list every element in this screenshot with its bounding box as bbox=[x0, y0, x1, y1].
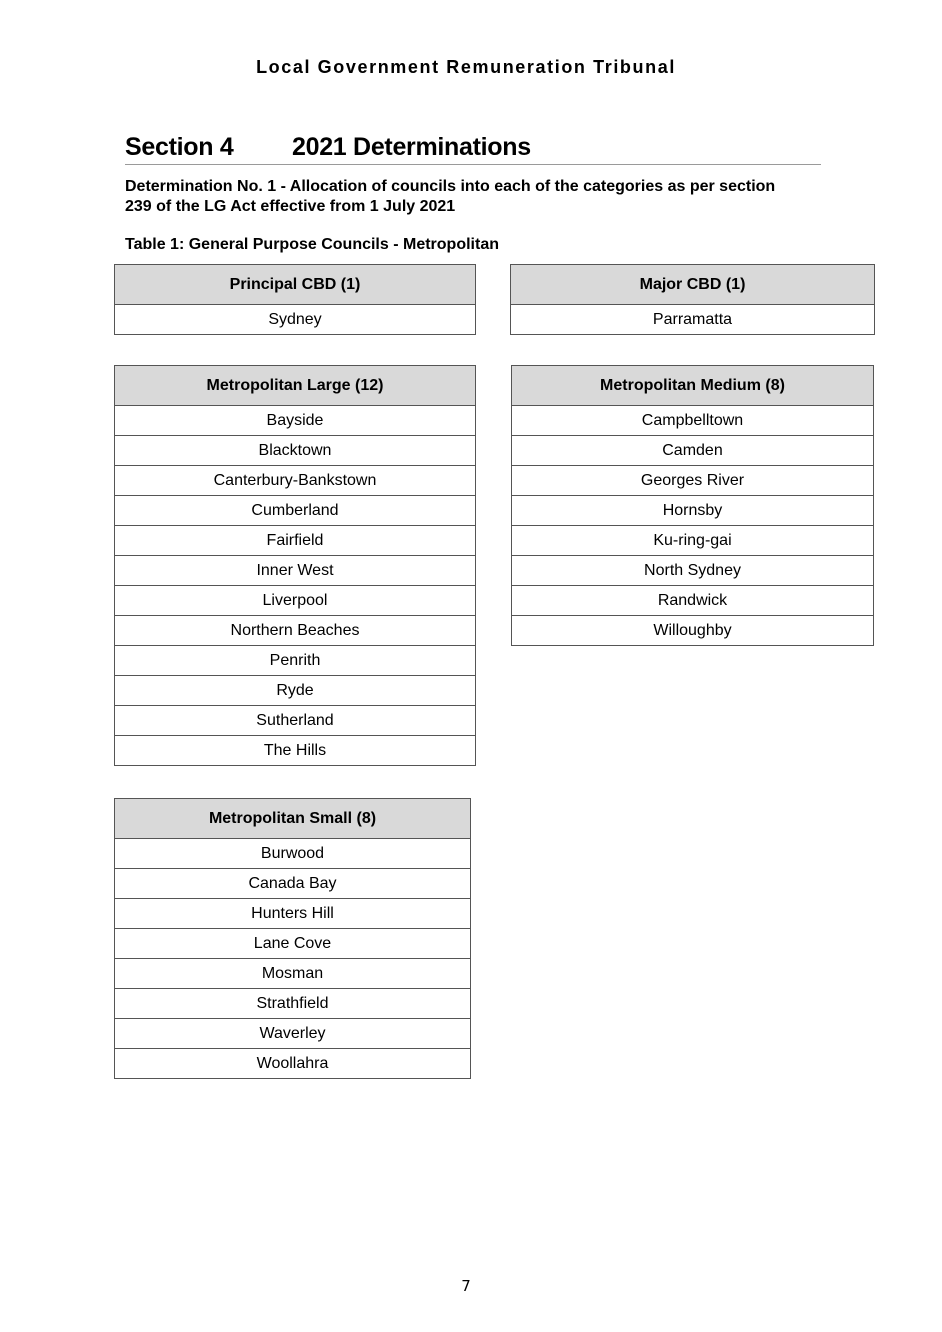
table-heading: Principal CBD (1) bbox=[115, 265, 476, 305]
page-number: 7 bbox=[461, 1277, 471, 1295]
table-row bbox=[512, 556, 874, 586]
table-row bbox=[115, 586, 476, 616]
table-row bbox=[115, 959, 471, 989]
metropolitan-medium-table bbox=[511, 365, 874, 646]
council-name: Cumberland bbox=[115, 496, 476, 526]
council-name: Hunters Hill bbox=[115, 899, 471, 929]
table-row bbox=[115, 899, 471, 929]
council-name: Waverley bbox=[115, 1019, 471, 1049]
council-name: Canterbury-Bankstown bbox=[115, 466, 476, 496]
council-name: Georges River bbox=[512, 466, 874, 496]
council-name: Parramatta bbox=[511, 305, 875, 335]
table-row bbox=[512, 496, 874, 526]
table-row bbox=[115, 436, 476, 466]
council-name: Ryde bbox=[115, 676, 476, 706]
council-name: Lane Cove bbox=[115, 929, 471, 959]
table-row bbox=[115, 526, 476, 556]
council-name: Hornsby bbox=[512, 496, 874, 526]
council-name: Ku-ring-gai bbox=[512, 526, 874, 556]
council-name: Inner West bbox=[115, 556, 476, 586]
section-heading bbox=[125, 133, 821, 165]
table-row bbox=[115, 305, 476, 335]
council-name: Northern Beaches bbox=[115, 616, 476, 646]
table-row bbox=[115, 496, 476, 526]
council-name: Strathfield bbox=[115, 989, 471, 1019]
council-name: Bayside bbox=[115, 406, 476, 436]
table-row bbox=[115, 466, 476, 496]
council-name: Randwick bbox=[512, 586, 874, 616]
council-name: Liverpool bbox=[115, 586, 476, 616]
table-heading: Major CBD (1) bbox=[511, 265, 875, 305]
table-heading: Metropolitan Small (8) bbox=[115, 799, 471, 839]
table-caption: Table 1: General Purpose Councils - Metropolitan bbox=[125, 236, 499, 253]
table-row bbox=[115, 556, 476, 586]
section-title: 2021 Determinations bbox=[292, 133, 531, 161]
document-header: Local Government Remuneration Tribunal bbox=[256, 57, 676, 77]
table-row bbox=[115, 869, 471, 899]
table-row bbox=[115, 736, 476, 766]
major-cbd-table bbox=[510, 264, 875, 335]
principal-cbd-table bbox=[114, 264, 476, 335]
section-number: Section 4 bbox=[125, 133, 234, 161]
council-name: Campbelltown bbox=[512, 406, 874, 436]
council-name: Penrith bbox=[115, 646, 476, 676]
council-name: Willoughby bbox=[512, 616, 874, 646]
table-row bbox=[512, 526, 874, 556]
council-name: Woollahra bbox=[115, 1049, 471, 1079]
table-row bbox=[115, 406, 476, 436]
table-heading: Metropolitan Medium (8) bbox=[512, 366, 874, 406]
table-row bbox=[512, 406, 874, 436]
table-row bbox=[512, 466, 874, 496]
metropolitan-large-table bbox=[114, 365, 476, 766]
council-name: Burwood bbox=[115, 839, 471, 869]
council-name: Blacktown bbox=[115, 436, 476, 466]
table-row bbox=[512, 586, 874, 616]
table-row bbox=[115, 1019, 471, 1049]
table-row bbox=[512, 436, 874, 466]
council-name: Sutherland bbox=[115, 706, 476, 736]
table-row bbox=[512, 616, 874, 646]
table-row bbox=[115, 929, 471, 959]
metropolitan-small-table bbox=[114, 798, 471, 1079]
determination-text: Determination No. 1 - Allocation of councils into each of the categories as per section 239 of the LG Act effective from 1 July 2021 bbox=[125, 178, 776, 215]
council-name: Mosman bbox=[115, 959, 471, 989]
table-row bbox=[511, 305, 875, 335]
table-row bbox=[115, 839, 471, 869]
council-name: The Hills bbox=[115, 736, 476, 766]
council-name: Sydney bbox=[115, 305, 476, 335]
table-row bbox=[115, 616, 476, 646]
table-row bbox=[115, 646, 476, 676]
table-row bbox=[115, 706, 476, 736]
council-name: Camden bbox=[512, 436, 874, 466]
council-name: North Sydney bbox=[512, 556, 874, 586]
council-name: Canada Bay bbox=[115, 869, 471, 899]
table-row bbox=[115, 676, 476, 706]
table-row bbox=[115, 989, 471, 1019]
table-heading: Metropolitan Large (12) bbox=[115, 366, 476, 406]
table-row bbox=[115, 1049, 471, 1079]
council-name: Fairfield bbox=[115, 526, 476, 556]
